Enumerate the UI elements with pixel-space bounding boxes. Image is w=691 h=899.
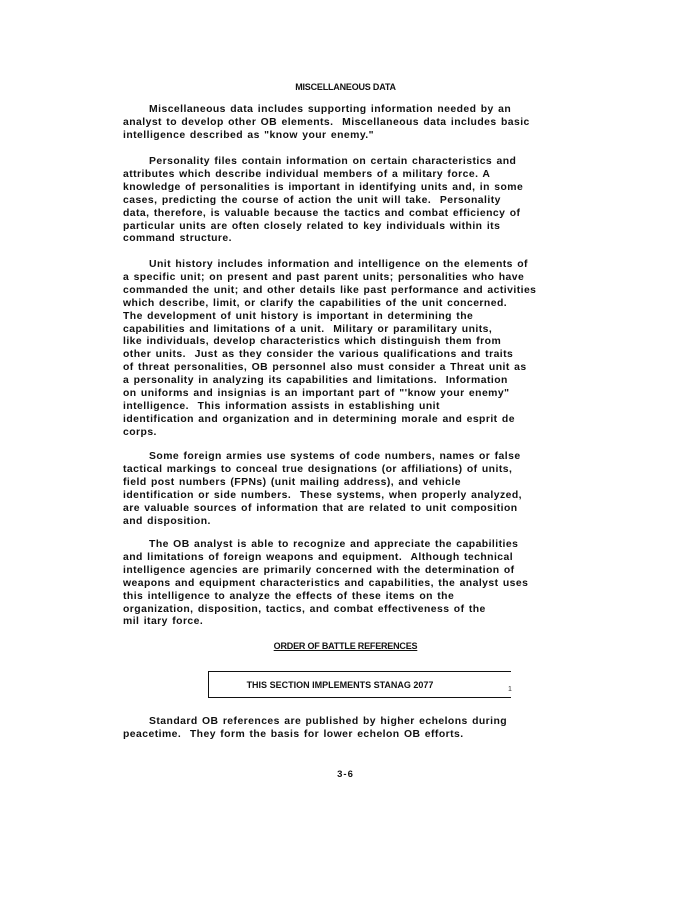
paragraph-weapons-equipment — [123, 539, 593, 629]
text-line: and disposition. — [123, 515, 211, 527]
text-line: Personality files contain information on certain characteristics and — [123, 156, 517, 167]
text-line: this intelligence to analyze the effects of these items on the — [123, 590, 455, 602]
text-line: analyst to develop other OB elements. Miscellaneous data includes basic — [123, 116, 530, 128]
text-line: peacetime. They form the basis for lower echelon OB efforts. — [123, 728, 464, 740]
page-number: 3-6 — [337, 769, 354, 780]
text-line: cases, predicting the course of action the unit will take. Personality — [123, 194, 501, 206]
text-line: which describe, limit, or clarify the capabilities of the unit concerned. — [123, 297, 508, 309]
text-line: tactical markings to conceal true designations (or affiliations) of units, — [123, 463, 513, 475]
text-line: commanded the unit; and other details like past performance and activities — [123, 284, 537, 296]
text-line: Standard OB references are published by higher echelons during — [123, 716, 508, 727]
text-line: capabilities and limitations of a unit. Military or paramilitary units, — [123, 323, 493, 335]
text-line: weapons and equipment characteristics and capabilities, the analyst uses — [123, 577, 529, 589]
paragraph-unit-history — [123, 259, 593, 440]
text-line: The development of unit history is important in determining the — [123, 310, 474, 322]
text-line: field post numbers (FPNs) (unit mailing address), and vehicle — [123, 476, 461, 488]
text-line: corps. — [123, 426, 157, 438]
text-line: Miscellaneous data includes supporting information needed by an — [123, 104, 512, 115]
text-line: particular units are often closely related to key individuals within its — [123, 220, 501, 232]
text-line: intelligence agencies are primarily concerned with the determination of — [123, 564, 515, 576]
paragraph-standard-references — [123, 716, 593, 742]
text-line: data, therefore, is valuable because the tactics and combat efficiency of — [123, 207, 521, 219]
text-line: identification and organization and in determining morale and esprit de — [123, 413, 515, 425]
text-line: of threat personalities, OB personnel also must consider a Threat unit as — [123, 362, 527, 374]
text-line: other units. Just as they consider the various qualifications and traits — [123, 349, 514, 361]
text-line: knowledge of personalities is important in identifying units and, in some — [123, 181, 524, 193]
box-margin-mark: 1 — [508, 686, 512, 693]
text-line: attributes which describe individual members of a military force. A — [123, 168, 491, 180]
text-line: The OB analyst is able to recognize and appreciate the capabilities — [123, 539, 519, 550]
text-line: intelligence described as "know your enemy." — [123, 129, 375, 141]
stanag-box-text: THIS SECTION IMPLEMENTS STANAG 2077 — [246, 680, 434, 690]
text-line: mil itary force. — [123, 616, 204, 628]
text-line: organization, disposition, tactics, and combat effectiveness of the — [123, 603, 486, 615]
paragraph-personality-files — [123, 156, 593, 246]
text-line: and limitations of foreign weapons and equipment. Although technical — [123, 551, 514, 563]
text-line: intelligence. This information assists in establishing unit — [123, 400, 440, 412]
text-line: a specific unit; on present and past parent units; personalities who have — [123, 271, 525, 283]
paragraph-miscellaneous-data — [123, 104, 593, 143]
references-heading: ORDER OF BATTLE REFERENCES — [273, 641, 418, 651]
text-line: command structure. — [123, 233, 232, 245]
stanag-box — [208, 671, 511, 698]
text-line: identification or side numbers. These systems, when properly analyzed, — [123, 489, 522, 501]
text-line: are valuable sources of information that are related to unit composition — [123, 502, 518, 514]
text-line: like individuals, develop characteristics which distinguish them from — [123, 336, 502, 348]
text-line: a personality in analyzing its capabilities and limitations. Information — [123, 375, 508, 387]
section-title: MISCELLANEOUS DATA — [295, 82, 396, 92]
text-line: on uniforms and insignias is an important part of "'know your enemy" — [123, 388, 510, 400]
text-line: Unit history includes information and intelligence on the elements of — [123, 259, 528, 270]
text-line: Some foreign armies use systems of code numbers, names or false — [123, 451, 521, 462]
paragraph-code-numbers — [123, 451, 593, 528]
